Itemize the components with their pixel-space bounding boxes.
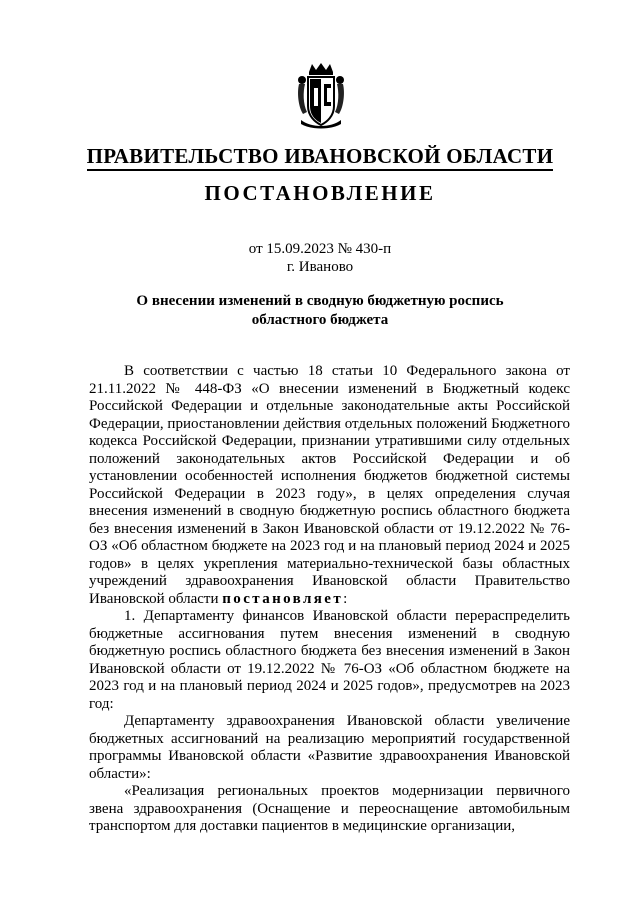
document-type: ПОСТАНОВЛЕНИЕ: [204, 181, 436, 205]
paragraph-1-end: :: [343, 590, 348, 607]
body-paragraph-2: 1. Департаменту финансов Ивановской области перераспределить бюджетные ассигнования путем внесения изменений в сводную бюджетную роспись областного бюджета без внесения изменений в Закон Ивановской области от 19.12.2022 № 76-ОЗ «Об областном бюджете на 2023 год и на плановый период 2024 и 2025 годов», предусмотрев на 2023 год:: [89, 608, 570, 712]
subject-line-2: областного бюджета: [251, 312, 389, 328]
resolution-keyword: постановляет: [222, 590, 344, 607]
document-city: г. Иваново: [286, 259, 354, 275]
government-title: [0, 143, 640, 169]
subject-line-1: О внесении изменений в сводную бюджетную роспись: [136, 293, 504, 309]
body-paragraph-1: [89, 363, 570, 608]
body-paragraph-4: «Реализация региональных проектов модернизации первичного звена здравоохранения (Оснащение и переоснащение автомобильным транспортом для доставки пациентов в медицинские организации,: [89, 783, 570, 834]
government-title-text: ПРАВИТЕЛЬСТВО ИВАНОВСКОЙ ОБЛАСТИ: [87, 144, 554, 171]
body-paragraph-3: Департаменту здравоохранения Ивановской области увеличение бюджетных ассигнований на реализацию мероприятий государственной программы Ивановской области «Развитие здравоохранения Ивановской области»:: [89, 713, 570, 782]
document-body: [89, 363, 570, 836]
paragraph-1-text: В соответствии с частью 18 статьи 10 Федерального закона от 21.11.2022 № 448-ФЗ «О внесении изменений в Бюджетный кодекс Российской Федерации и отдельные законодательные акты Российской Федерации, приостановлении действия отдельных положений Бюджетного кодекса Российской Федерации, признании утратившими силу отдельных положений законодательных актов Российской Федерации и об установлении особенностей исполнения бюджетов бюджетной системы Российской Федерации в 2023 году», в целях определения случая внесения изменений в сводную бюджетную роспись областного бюджета без внесения изменений в Закон Ивановской области от 19.12.2022 № 76-ОЗ «Об областном бюджете на 2023 год и на плановый период 2024 и 2025 годов» в целях укрепления материально-технической базы областных учреждений здравоохранения Ивановской области Правительство Ивановской области: [89, 363, 570, 607]
document-date-number: от 15.09.2023 № 430-п: [248, 241, 392, 257]
document-subject: [100, 292, 540, 330]
coat-of-arms-emblem: [295, 62, 347, 130]
